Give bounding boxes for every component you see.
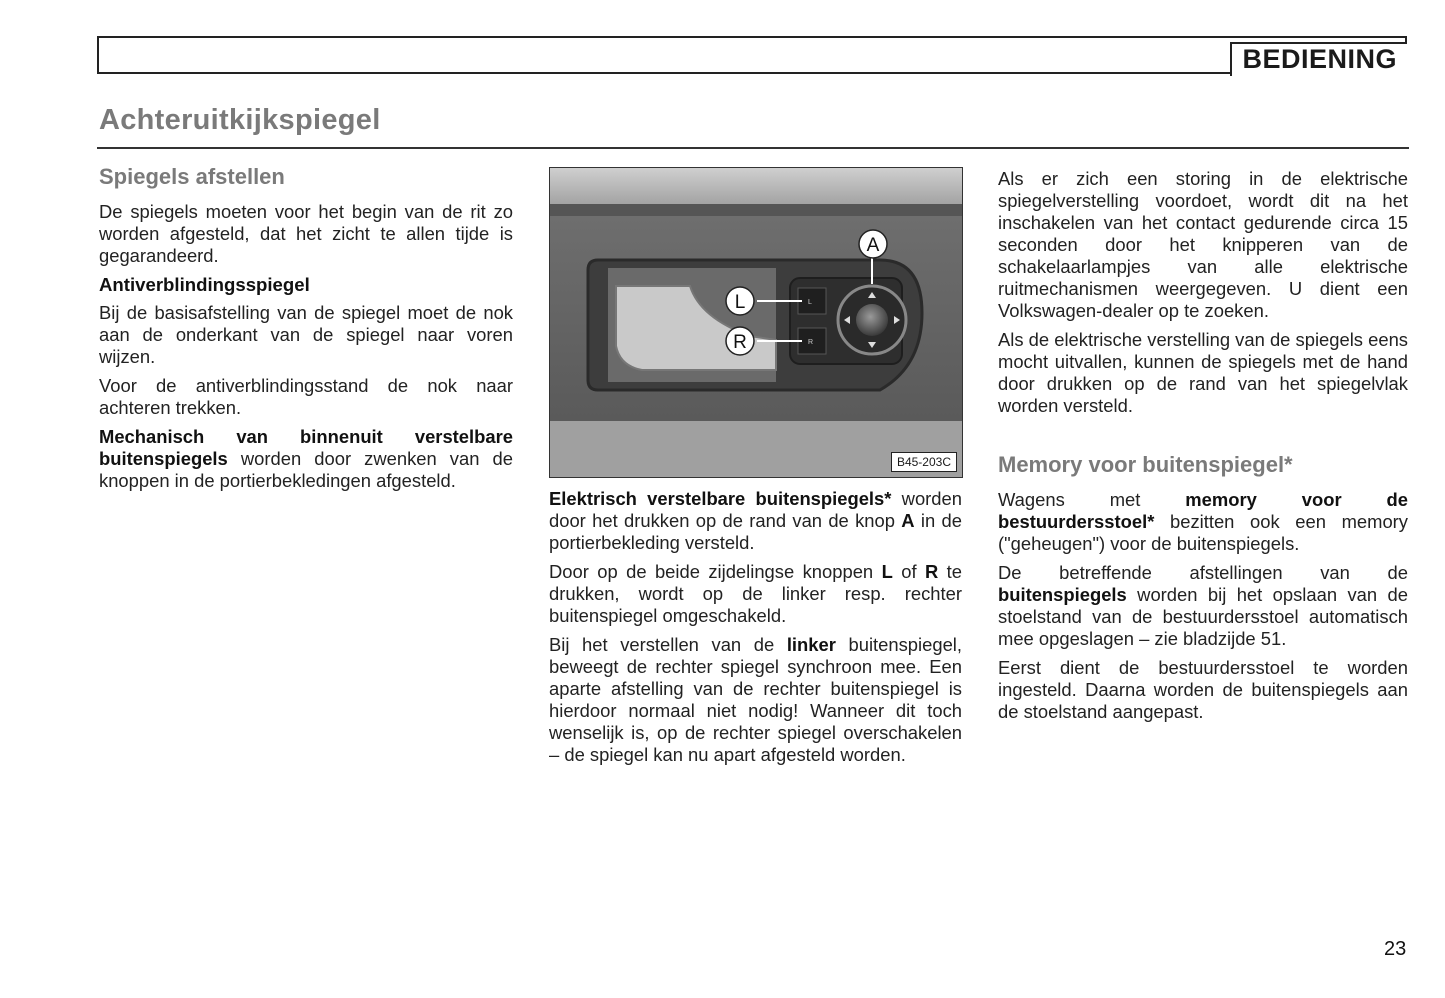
- paragraph: De spiegels moeten voor het begin van de rit zo worden afgesteld, dat het zicht te allen tijde is gegarandeerd.: [99, 201, 513, 266]
- text: Door op de beide zijdelingse knoppen: [549, 561, 874, 582]
- bold-term: buitenspiegels: [998, 584, 1127, 605]
- callout-a-label: A: [866, 235, 880, 256]
- paragraph: Als er zich een storing in de elektrische spiegelverstelling voordoet, wordt dit na het inschakelen van het contact gedurende circa 15 seconden door het knipperen van de schakelaarlampjes van alle elektrische ruitmechanismen weergegeven. U dient een Volkswagen-dealer op te zoeken.: [998, 168, 1408, 321]
- title-rule: [97, 147, 1409, 149]
- switch-l-button: [798, 288, 826, 314]
- callout-l-label: L: [734, 292, 746, 313]
- paragraph: Eerst dient de bestuurdersstoel te worden ingesteld. Daarna worden de buitenspiegels aan de stoelstand aangepast.: [998, 657, 1408, 722]
- bold-term: linker: [786, 634, 836, 655]
- column-middle: [549, 488, 962, 773]
- column-left: [99, 163, 513, 499]
- bold-term: R: [924, 561, 939, 582]
- bold-term: Mechanisch van binnenuit verstelbare buitenspiegels: [99, 426, 513, 469]
- text: worden door het drukken op de rand van de knop: [549, 488, 962, 531]
- page-title: Achteruitkijkspiegel: [99, 104, 381, 136]
- text: Bij het verstellen van de: [549, 634, 775, 655]
- paragraph: Als de elektrische verstelling van de spiegels eens mocht uitvallen, kunnen de spiegels met de hand door drukken op de rand van het spiegelvlak worden versteld.: [998, 329, 1408, 416]
- bold-term: A: [901, 510, 915, 531]
- door-panel-illustration: [550, 168, 963, 478]
- paragraph: Voor de antiverblindingsstand de nok naar achteren trekken.: [99, 375, 513, 418]
- text: De betreffende afstellingen van de: [998, 562, 1408, 583]
- subheading-antiglare: Antiverblindingsspiegel: [99, 274, 310, 295]
- text: Wagens met: [998, 489, 1141, 510]
- text: worden door zwenken van de knoppen in de portierbekledingen afgesteld.: [99, 448, 513, 491]
- paragraph: [549, 561, 962, 627]
- header-bar: [97, 36, 1407, 74]
- callout-r-label: R: [733, 332, 747, 353]
- section-tab: BEDIENING: [1230, 42, 1407, 76]
- paragraph: Bij de basisafstelling van de spiegel moet de nok aan de onderkant van de spiegel naar voren wijzen.: [99, 302, 513, 367]
- figure-code: B45-203C: [891, 452, 957, 472]
- paragraph: [998, 489, 1408, 555]
- section-heading-adjust: Spiegels afstellen: [99, 164, 285, 189]
- text: bezitten ook een memory ("geheugen") voor de buitenspiegels.: [998, 511, 1408, 554]
- window-sill: [550, 168, 963, 210]
- paragraph: [99, 426, 513, 492]
- paragraph: [549, 488, 962, 554]
- text: worden bij het opslaan van de stoelstand van de bestuurdersstoel automatisch mee opgeslagen – zie bladzijde 51.: [998, 584, 1408, 649]
- paragraph: [549, 634, 962, 766]
- column-right: [998, 168, 1408, 730]
- switch-r-label: R: [808, 339, 814, 346]
- text: te drukken, wordt op de linker resp. rechter buitenspiegel omgeschakeld.: [549, 561, 962, 626]
- text: in de portierbekleding versteld.: [549, 510, 962, 553]
- bold-term: L: [881, 561, 893, 582]
- bold-term: memory voor de bestuurdersstoel*: [998, 489, 1408, 532]
- text: of: [901, 561, 917, 582]
- bold-term: Elektrisch verstelbare buitenspiegels*: [549, 488, 892, 509]
- switch-l-label: L: [808, 299, 812, 306]
- text: buitenspiegel, beweegt de rechter spiegel synchroon mee. Een aparte afstelling van de rechter buitenspiegel is hierdoor normaal niet nodig! Wanneer dit toch wenselijk is, op de rechter spiegel overschakelen – de spiegel kan nu apart afgesteld worden.: [549, 634, 962, 765]
- paragraph: [998, 562, 1408, 650]
- mirror-switch-figure: [549, 167, 963, 478]
- page-number: 23: [1384, 938, 1407, 960]
- section-heading-memory: Memory voor buitenspiegel*: [998, 452, 1293, 477]
